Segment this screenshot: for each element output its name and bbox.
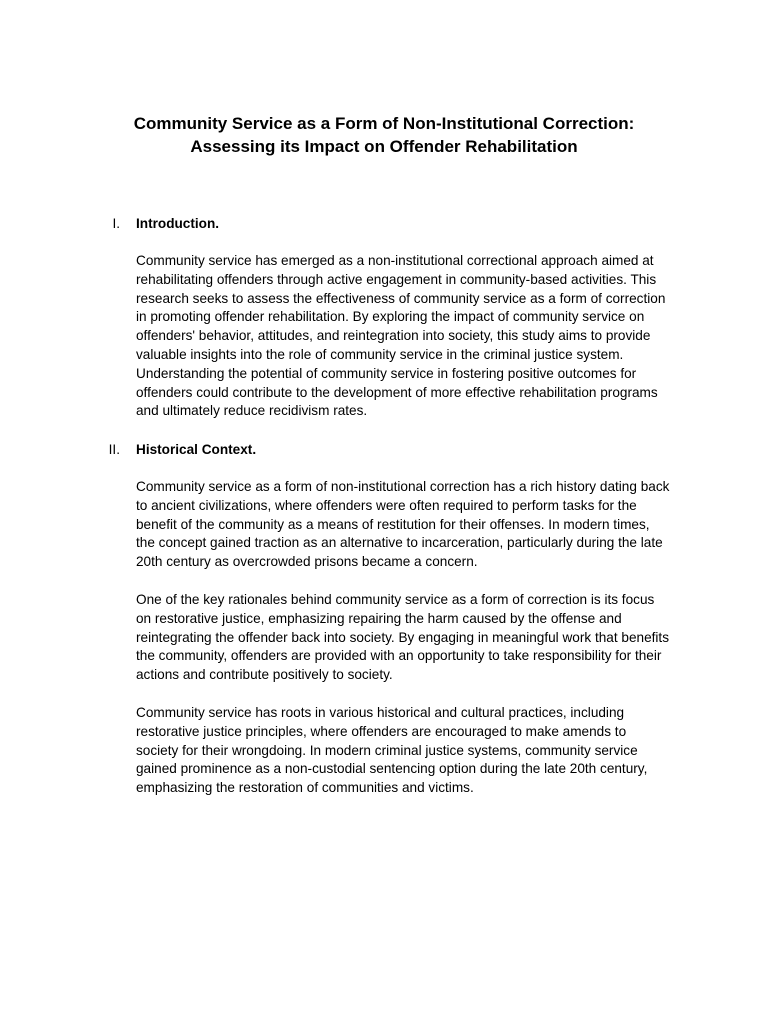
paragraph-history-2: [136, 591, 696, 685]
title-line-1: Community Service as a Form of Non-Institutional Correction:: [133, 114, 635, 133]
paragraph-line: research seeks to assess the effectiveness of community service as a form of correction: [136, 290, 666, 306]
paragraph-line: the community, offenders are provided with an opportunity to take responsibility for their: [136, 648, 662, 664]
document-title: [0, 112, 768, 158]
paragraph-line: gained prominence as a non-custodial sentencing option during the late 20th century,: [136, 761, 648, 777]
paragraph-line: rehabilitating offenders through active engagement in community-based activities. This: [136, 271, 657, 287]
paragraph-line: benefit of the community as a means of restitution for their offenses. In modern times,: [136, 516, 650, 532]
paragraph-line: emphasizing the restoration of communities and victims.: [136, 780, 474, 796]
paragraph-line: and ultimately reduce recidivism rates.: [136, 403, 368, 419]
title-line-2: Assessing its Impact on Offender Rehabilitation: [190, 137, 578, 156]
paragraph-line: the concept gained traction as an alternative to incarceration, particularly during the late: [136, 535, 663, 551]
paragraph-line: Community service has roots in various historical and cultural practices, including: [136, 705, 625, 720]
paragraph-line: reintegrating the offender back into society. By engaging in meaningful work that benefits: [136, 629, 670, 645]
section-heading-text: Historical Context.: [136, 442, 257, 457]
paragraph-line: Understanding the potential of community service in fostering positive outcomes for: [136, 365, 637, 381]
paragraph-history-1: [136, 478, 696, 572]
paragraph-line: Community service as a form of non-institutional correction has a rich history dating back: [136, 479, 670, 494]
paragraph-line: 20th century as overcrowded prisons became a concern.: [136, 554, 478, 570]
paragraph-line: offenders' behavior, attitudes, and reintegration into society, this study aims to provide: [136, 328, 651, 344]
section-numeral: II.: [108, 442, 120, 457]
paragraph-line: in promoting offender rehabilitation. By exploring the impact of community service on: [136, 309, 645, 325]
paragraph-line: One of the key rationales behind community service as a form of correction is its focus: [136, 592, 655, 607]
section-heading-text: Introduction.: [136, 216, 220, 231]
paragraph-line: Community service has emerged as a non-institutional correctional approach aimed at: [136, 253, 654, 268]
paragraph-line: actions and contribute positively to society.: [136, 667, 393, 683]
paragraph-line: offenders could contribute to the development of more effective rehabilitation programs: [136, 384, 658, 400]
paragraph-line: to ancient civilizations, where offenders were often required to perform tasks for the: [136, 497, 637, 513]
paragraph-line: on restorative justice, emphasizing repairing the harm caused by the offense and: [136, 610, 622, 626]
section-numeral: I.: [112, 216, 120, 231]
paragraph-line: valuable insights into the role of community service in the criminal justice system.: [136, 346, 624, 362]
paragraph-introduction: [136, 252, 696, 421]
paragraph-line: society for their wrongdoing. In modern criminal justice systems, community service: [136, 742, 638, 758]
paragraph-line: restorative justice principles, where offenders are encouraged to make amends to: [136, 723, 627, 739]
paragraph-history-3: [136, 704, 696, 798]
